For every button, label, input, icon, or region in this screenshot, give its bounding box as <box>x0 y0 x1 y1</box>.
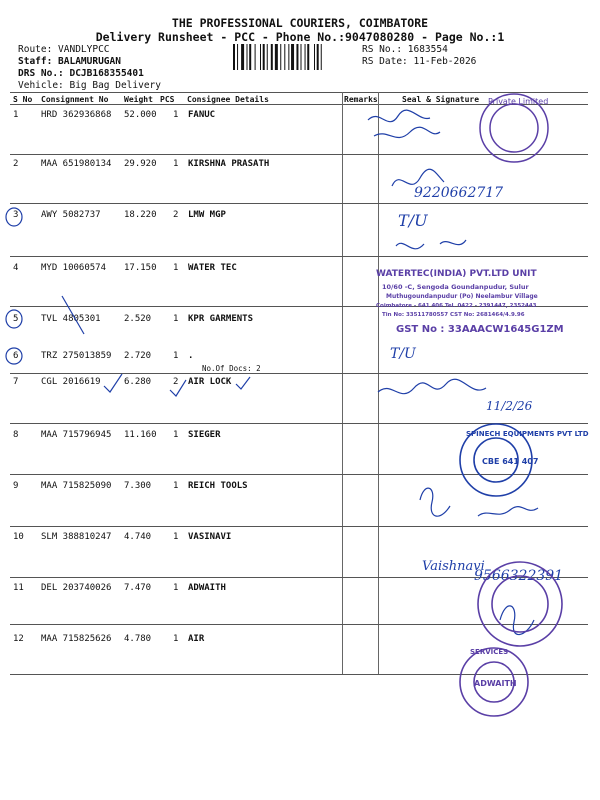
table-row <box>10 377 588 389</box>
runsheet-subtitle: Delivery Runsheet - PCC - Phone No.:9047080280 - Page No.:1 <box>95 30 505 44</box>
table-row <box>10 532 588 544</box>
company-seal-text: Private Limited <box>488 97 549 106</box>
barcode-bar <box>314 44 315 70</box>
row-divider <box>10 203 588 204</box>
row-divider <box>10 624 588 625</box>
stamp-address-line: 10/60 -C, Sengoda Goundanpudur, Sulur <box>382 283 529 291</box>
row-consignee: KIRSHNA PRASATH <box>188 159 270 169</box>
barcode-bar <box>263 44 265 70</box>
table-row <box>10 210 588 222</box>
row-consignee: SIEGER <box>188 430 221 440</box>
stamp-gst-number: GST No : 33AAACW1645G1ZM <box>396 324 564 335</box>
table-row <box>10 481 588 493</box>
stamp-address-line: Coimbatore - 641 406 Tel. 0422 - 2391447, 2352443 <box>376 303 537 309</box>
row-consignee: ADWAITH <box>188 583 226 593</box>
row-sno: 12 <box>13 634 24 644</box>
row-pcs: 1 <box>173 583 179 593</box>
barcode-bar <box>267 44 268 70</box>
col-weight-header: Weight <box>124 95 153 104</box>
row-consignee: REICH TOOLS <box>188 481 248 491</box>
row-weight: 2.520 <box>124 314 152 324</box>
stamp-address-line: Muthugoundanpudur (Po) Neelambur Village <box>386 293 538 300</box>
signature-scribble <box>500 606 534 635</box>
col-pcs-header: PCS <box>160 95 175 104</box>
col-seal-header: Seal & Signature <box>402 95 480 104</box>
signature-scribble <box>396 240 466 249</box>
stamp-company-name: WATERTEC(INDIA) PVT.LTD UNIT <box>376 269 537 279</box>
docs-count-note: No.Of Docs: 2 <box>202 364 261 373</box>
barcode-bar <box>271 44 273 70</box>
table-row <box>10 263 588 275</box>
row-sno: 4 <box>13 263 19 273</box>
row-weight: 7.300 <box>124 481 152 491</box>
row-sno: 5 <box>13 314 19 324</box>
barcode-bar <box>233 44 235 70</box>
rs-number: RS No.: 1683554 <box>362 44 448 55</box>
row-consignee: . <box>188 351 194 361</box>
row-weight: 7.470 <box>124 583 152 593</box>
handwritten-date: 11/2/26 <box>486 399 533 413</box>
row-weight: 11.160 <box>124 430 157 440</box>
row-pcs: 1 <box>173 159 179 169</box>
row-weight: 29.920 <box>124 159 157 169</box>
col-consignee-header: Consignee Details <box>187 95 269 104</box>
barcode-bar <box>260 44 261 70</box>
barcode-bar <box>247 44 248 70</box>
row-pcs: 1 <box>173 634 179 644</box>
row-sno: 8 <box>13 430 19 440</box>
barcode-bar <box>249 44 251 70</box>
row-consignment: AWY 5082737 <box>41 210 101 220</box>
row-weight: 52.000 <box>124 110 157 120</box>
signature-scribble <box>392 169 444 186</box>
table-header-rule <box>10 104 588 105</box>
handwritten-tu: T/U <box>398 211 428 230</box>
col-remarks-header: Remarks <box>344 95 378 104</box>
row-consignment: MAA 715825090 <box>41 481 112 491</box>
table-row <box>10 110 588 122</box>
row-weight: 17.150 <box>124 263 157 273</box>
row-consignment: TRZ 275013859 <box>41 351 112 361</box>
row-divider <box>10 674 588 675</box>
row-pcs: 2 <box>173 377 179 387</box>
row-divider <box>10 474 588 475</box>
row-consignment: SLM 388810247 <box>41 532 112 542</box>
barcode-bar <box>301 44 302 70</box>
barcode-bar <box>307 44 309 70</box>
handwritten-name: Vaishnavi <box>422 559 485 574</box>
services-seal-text: SERVICES <box>470 648 509 656</box>
barcode-bar <box>317 44 319 70</box>
handwritten-phone: 9566322391 <box>474 568 564 584</box>
row-consignment: MAA 651980134 <box>41 159 112 169</box>
barcode-bar <box>291 44 294 70</box>
barcode-bar <box>241 44 244 70</box>
row-consignee: WATER TEC <box>188 263 237 273</box>
row-sno: 7 <box>13 377 19 387</box>
services-seal-center: ADWAITH <box>474 679 517 688</box>
row-sno: 11 <box>13 583 24 593</box>
row-weight: 2.720 <box>124 351 152 361</box>
row-consignment: CGL 2016619 <box>41 377 101 387</box>
table-row <box>10 159 588 171</box>
signature-scribble <box>478 507 538 516</box>
row-consignment: DEL 203740026 <box>41 583 112 593</box>
row-sno: 2 <box>13 159 19 169</box>
row-pcs: 1 <box>173 110 179 120</box>
drs-number: DRS No.: DCJB168355401 <box>18 68 144 79</box>
barcode-bar <box>237 44 238 70</box>
rs-date: RS Date: 11-Feb-2026 <box>362 56 477 67</box>
row-divider <box>10 526 588 527</box>
route-label: Route: VANDLYPCC <box>18 44 110 55</box>
row-pcs: 1 <box>173 532 179 542</box>
row-weight: 18.220 <box>124 210 157 220</box>
staff-label: Staff: BALAMURUGAN <box>18 56 121 67</box>
barcode-bar <box>255 44 256 70</box>
row-consignee: VASINAVI <box>188 532 232 542</box>
row-consignment: MYD 10060574 <box>41 263 107 273</box>
table-top-rule <box>10 92 588 93</box>
row-pcs: 2 <box>173 210 179 220</box>
barcode-bar <box>280 44 281 70</box>
table-row <box>10 583 588 595</box>
row-sno: 6 <box>13 351 19 361</box>
handwritten-phone: 9220662717 <box>414 185 504 201</box>
handwritten-tu: T/U <box>390 346 416 362</box>
row-sno: 3 <box>13 210 19 220</box>
row-consignee: KPR GARMENTS <box>188 314 254 324</box>
row-weight: 6.280 <box>124 377 152 387</box>
row-weight: 4.780 <box>124 634 152 644</box>
row-divider <box>10 256 588 257</box>
barcode-bar <box>296 44 298 70</box>
row-pcs: 1 <box>173 351 179 361</box>
barcode <box>232 44 356 70</box>
row-pcs: 1 <box>173 314 179 324</box>
barcode-bar <box>275 44 278 70</box>
stamp-address-line: Tin No: 33511780557 CST No: 2681464/4.9.96 <box>382 312 525 318</box>
row-consignee: AIR LOCK <box>188 377 232 387</box>
barcode-bar <box>321 44 322 70</box>
row-pcs: 1 <box>173 263 179 273</box>
table-row <box>10 314 588 326</box>
row-divider <box>10 154 588 155</box>
row-consignment: MAA 715796945 <box>41 430 112 440</box>
row-divider <box>10 577 588 578</box>
row-divider <box>10 423 588 424</box>
row-sno: 1 <box>13 110 19 120</box>
row-consignee: FANUC <box>188 110 216 120</box>
row-consignee: LMW MGP <box>188 210 226 220</box>
barcode-bar <box>305 44 306 70</box>
row-pcs: 1 <box>173 481 179 491</box>
barcode-bar <box>288 44 289 70</box>
table-row <box>10 634 588 646</box>
col-consignment-header: Consignment No <box>41 95 109 104</box>
row-divider <box>10 306 588 307</box>
row-sno: 9 <box>13 481 19 491</box>
row-divider <box>10 373 588 374</box>
row-pcs: 1 <box>173 430 179 440</box>
col-sno-header: S No <box>13 95 33 104</box>
table-row <box>10 430 588 442</box>
row-consignment: TVL 4805301 <box>41 314 101 324</box>
table-row <box>10 351 588 363</box>
spinech-seal-center: CBE 641 407 <box>482 457 539 466</box>
row-sno: 10 <box>13 532 24 542</box>
vehicle-label: Vehicle: Big Bag Delivery <box>18 80 161 91</box>
row-consignment: HRD 362936868 <box>41 110 112 120</box>
row-consignee: AIR <box>188 634 205 644</box>
row-weight: 4.740 <box>124 532 152 542</box>
row-consignment: MAA 715825626 <box>41 634 112 644</box>
runsheet-title: THE PROFESSIONAL COURIERS, COIMBATORE <box>171 16 429 30</box>
spinech-seal-text: SPINECH EQUIPMENTS PVT LTD <box>466 430 589 438</box>
barcode-bar <box>284 44 285 70</box>
